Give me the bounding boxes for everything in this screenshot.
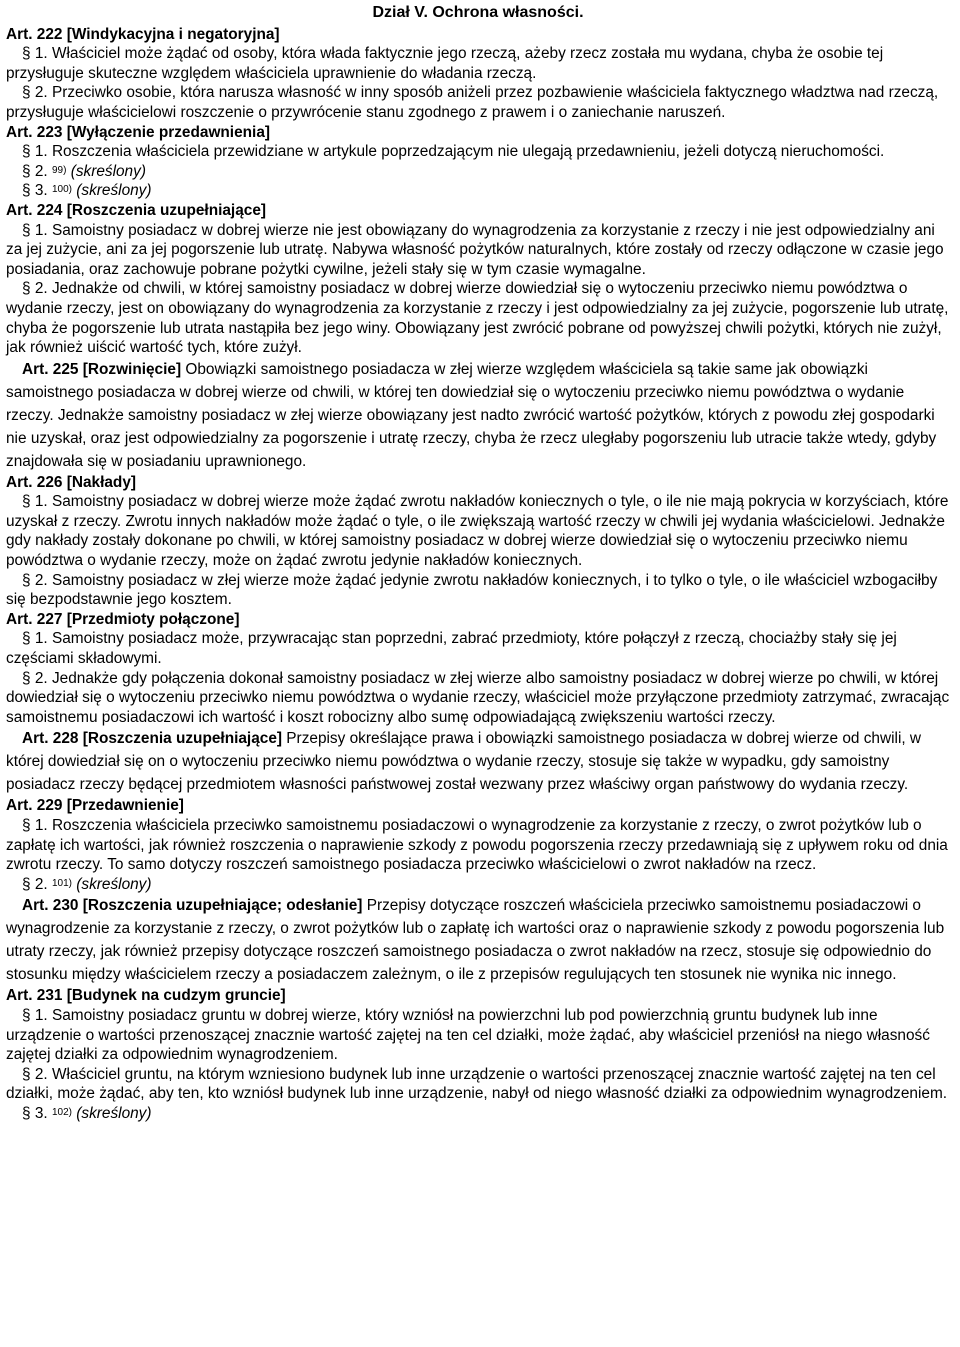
footnote-ref: 99) [51,164,67,176]
par-number: § 3. [22,182,48,200]
repealed-note: (skreślony) [70,162,146,180]
art-224-heading: Art. 224 [Roszczenia uzupełniające] [6,201,267,219]
art-224-par-1: § 1. Samoistny posiadacz w dobrej wierze nie jest obowiązany do wynagrodzenia za korzystanie z rzeczy i nie jest odpowiedzialny ani za jej zużycie, ani za jej pogorszenie lub utratę. Nabywa własność pożytków naturalnych, które zostały od rzeczy odłączone w czasie jego posiadania, oraz zachowuje pobrane pożytki cywilne, jeżeli stały się w tym czasie wymagalne. [6,221,944,278]
art-223-heading: Art. 223 [Wyłączenie przedawnienia] [6,123,271,141]
art-229-par-2 [6,875,950,895]
art-231-heading: Art. 231 [Budynek na cudzym gruncie] [6,987,286,1005]
footnote-ref: 102) [51,1106,72,1118]
art-227-par-1: § 1. Samoistny posiadacz może, przywracając stan poprzedni, zabrać przedmioty, które połączył z rzeczą, chociażby stały się jej częściami składowymi. [6,630,897,668]
art-223-par-1: § 1. Roszczenia właściciela przewidziane w artykule poprzedzającym nie ulegają przedawnieniu, jeżeli dotyczą nieruchomości. [22,143,885,161]
art-228-heading: Art. 228 [Roszczenia uzupełniające] [22,730,283,748]
art-226-par-1: § 1. Samoistny posiadacz w dobrej wierze może żądać zwrotu nakładów koniecznych o tyle, o ile nie mają pokrycia w korzyściach, które uzyskał z rzeczy. Zwrotu innych nakładów może żądać o tyle, o ile zwiększają wartość rzeczy w chwili jej wydania właścicielowi. Jednakże gdy nakłady zostały dokonane po chwili, w której samoistny posiadacz w dobrej wierze dowiedział się o wytoczeniu przeciwko niemu powództwa o wydanie rzeczy, może on żądać zwrotu jedynie nakładów koniecznych. [6,493,949,570]
art-224-par-2: § 2. Jednakże od chwili, w której samoistny posiadacz w dobrej wierze dowiedział się o wytoczeniu przeciwko niemu powództwa o wydanie rzeczy, jest on obowiązany do wynagrodzenia za korzystanie z rzeczy i jest odpowiedzialny za jej zużycie, pogorszenie lub utratę, chyba że pogorszenie lub utrata nastąpiła bez jego winy. Obowiązany jest zwrócić pobrane od powyższej chwili pożytki, których nie zużył, jak również uiścić wartość tych, które zużył. [6,280,949,357]
art-222-par-1: § 1. Właściciel może żądać od osoby, która włada faktycznie jego rzeczą, ażeby rzecz została mu wydana, chyba że osobie tej przysługuje skuteczne względem właściciela uprawnienie do władania rzeczą. [6,45,884,82]
art-230-heading: Art. 230 [Roszczenia uzupełniające; odesłanie] [22,897,363,915]
art-228 [6,727,950,796]
art-222-heading: Art. 222 [Windykacyjna i negatoryjna] [6,25,280,43]
chapter-title: Dział V. Ochrona własności. [372,4,584,21]
art-231-par-2: § 2. Właściciel gruntu, na którym wzniesiono budynek lub inne urządzenie o wartości przenoszącej znacznie wartość zajętej na ten cel działki, może żądać, aby ten, kto wzniósł budynek lub inne urządzenie, nabył od niego własność działki za odpowiednim wynagrodzeniem. [6,1065,948,1103]
art-228-text: Przepisy określające prawa i obowiązki samoistnego posiadacza w dobrej wierze od chwili, w której dowiedział się on o wytoczeniu przeciwko niemu powództwa o wydanie rzeczy, stosuje się także w wypadku, gdy samoistny posiadacz rzeczy będącej przedmiotem własności państwowej został wezwany przez właściwy organ państwowy do wydania rzeczy. [6,730,922,794]
art-225-heading: Art. 225 [Rozwinięcie] [22,360,182,378]
par-number: § 2. [22,162,48,180]
repealed-note: (skreślony) [76,182,152,200]
art-230-text: Przepisy dotyczące roszczeń właściciela przeciwko samoistnemu posiadaczowi o wynagrodzenie za korzystanie z rzeczy, o zwrot pożytków lub o zapłatę ich wartości oraz o naprawienie szkody z powodu pogorszenia lub utraty rzeczy, jak również przepisy dotyczące roszczeń samoistnego posiadacza o zwrot nakładów na rzecz, stosuje się odpowiednio do stosunku między właścicielem rzeczy a posiadaczem zależnym, o ile z przepisów regulujących ten stosunek nie wynika nic innego. [6,897,945,984]
repealed-note: (skreślony) [76,1104,152,1122]
art-225 [6,358,950,473]
art-230 [6,894,950,986]
repealed-note: (skreślony) [76,875,152,893]
art-231-par-1: § 1. Samoistny posiadacz gruntu w dobrej wierze, który wzniósł na powierzchni lub pod powierzchnią gruntu budynek lub inne urządzenie o wartości przenoszącej znacznie wartość zajętej na ten cel działki, może żądać, aby właściciel przeniósł na niego własność zajętej działki za odpowiednim wynagrodzeniem. [6,1006,930,1064]
art-223-par-3 [6,181,950,201]
art-226-par-2: § 2. Samoistny posiadacz w złej wierze może żądać jedynie zwrotu nakładów koniecznych, i to tylko o tyle, o ile właściciel wzbogaciłby się bezpodstawnie jego kosztem. [6,571,938,609]
art-223-par-2 [6,162,950,182]
art-229-par-1: § 1. Roszczenia właściciela przeciwko samoistnemu posiadaczowi o wynagrodzenie za korzystanie z rzeczy, o zwrot pożytków lub o zapłatę ich wartości, jak również roszczenia o naprawienie szkody z powodu pogorszenia rzeczy przedawniają się z upływem roku od dnia zwrotu rzeczy. To samo dotyczy roszczeń samoistnego posiadacza przeciwko właścicielowi o zwrot nakładów na rzecz. [6,817,948,874]
par-number: § 3. [22,1104,48,1122]
art-229-heading: Art. 229 [Przedawnienie] [6,797,184,815]
art-227-heading: Art. 227 [Przedmioty połączone] [6,610,240,628]
footnote-ref: 101) [51,877,72,889]
art-222-par-2: § 2. Przeciwko osobie, która narusza własność w inny sposób aniżeli przez pozbawienie właściciela faktycznego władztwa nad rzeczą, przysługuje właścicielowi roszczenie o przywrócenie stanu zgodnego z prawem i o zaniechanie naruszeń. [6,84,939,121]
art-226-heading: Art. 226 [Nakłady] [6,473,137,491]
art-227-par-2: § 2. Jednakże gdy połączenia dokonał samoistny posiadacz w złej wierze albo samoistny posiadacz w dobrej wierze po chwili, w której dowiedział się o wytoczeniu przeciwko niemu powództwa o wydanie rzeczy, właściciel może przyłączone przedmioty zatrzymać, zwracając samoistnemu posiadaczowi ich wartość i koszt robocizny albo sumę odpowiadającą zwiększeniu wartości rzeczy. [6,669,950,726]
footnote-ref: 100) [51,184,72,196]
art-231-par-3 [6,1104,950,1124]
art-225-text: Obowiązki samoistnego posiadacza w złej wierze względem właściciela są takie same jak obowiązki samoistnego posiadacza w dobrej wierze od chwili, w której ten dowiedział się o wytoczeniu przeciwko niemu powództwa o wydanie rzeczy. Jednakże samoistny posiadacz w złej wierze obowiązany jest nadto zwrócić wartość pożytków, których z powodu złej gospodarki nie uzyskał, oraz jest odpowiedzialny za pogorszenie i utratę rzeczy, chyba że rzecz uległaby pogorszeniu lub utracie także wtedy, gdyby znajdowała się w posiadaniu uprawnionego. [6,360,937,470]
par-number: § 2. [22,875,48,893]
